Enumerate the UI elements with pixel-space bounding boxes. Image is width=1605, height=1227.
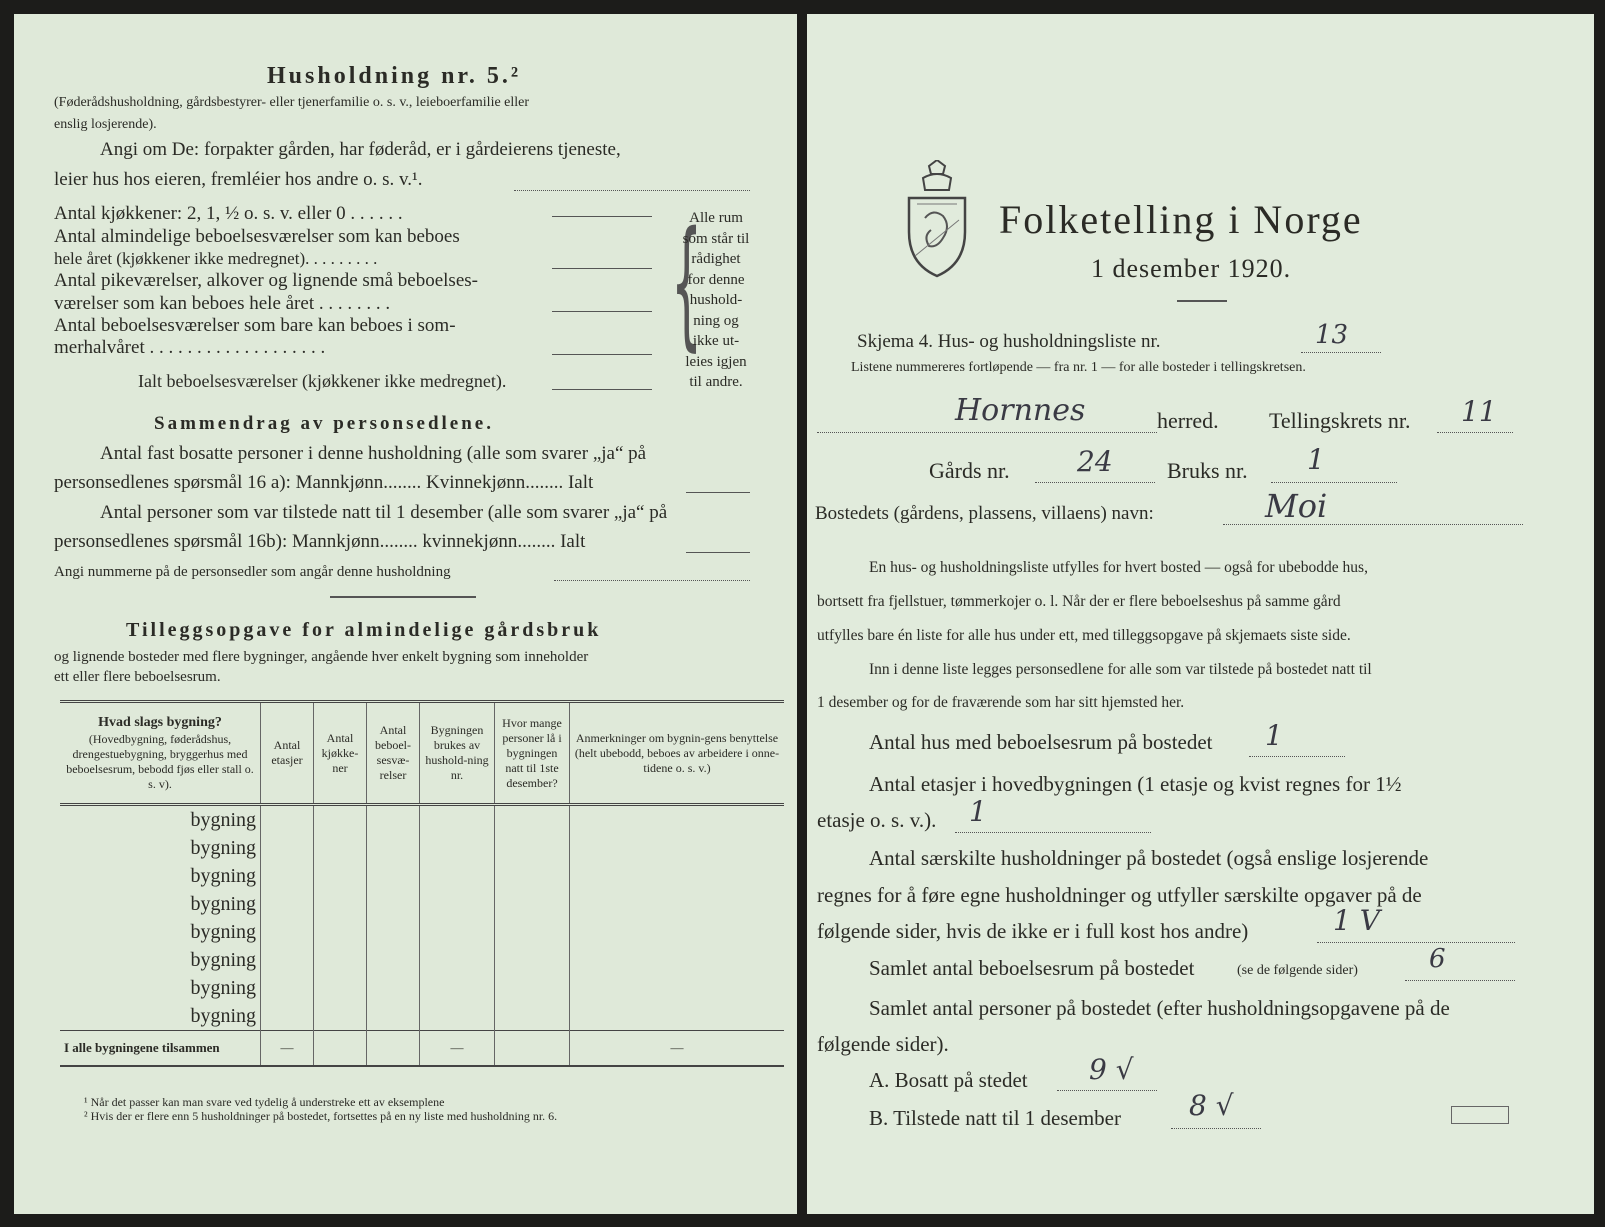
table-row xyxy=(60,918,784,946)
table-cell xyxy=(261,834,314,862)
count-summer-2: merhalvåret . . . . . . . . . . . . . . . . . . . xyxy=(54,337,326,358)
table-cell xyxy=(570,834,785,862)
side-note xyxy=(668,202,764,393)
ask-answer-line xyxy=(514,190,750,191)
building-label-cell: bygning xyxy=(60,1002,261,1031)
header-kjokkener: Antal kjøkke-ner xyxy=(314,702,367,805)
table-cell xyxy=(420,1002,495,1031)
total-cell xyxy=(495,1031,570,1067)
q-samlet-rum-line xyxy=(1405,980,1515,981)
table-cell xyxy=(314,862,367,890)
footnote-2: ² Hvis der er flere enn 5 husholdninger på bostedet, fortsettes på en ny liste med husholdning nr. 6. xyxy=(84,1109,558,1123)
total-label: I alle bygningene tilsammen xyxy=(60,1031,261,1067)
table-cell xyxy=(495,946,570,974)
table-cell xyxy=(314,890,367,918)
krets-value: 11 xyxy=(1461,395,1497,428)
count-kitchens: Antal kjøkkener: 2, 1, ½ o. s. v. eller 0 . . . . . . xyxy=(54,203,403,224)
bosted-value: Moi xyxy=(1265,487,1328,525)
a-bosatt-value: 9 √ xyxy=(1089,1053,1134,1086)
count-small-2: værelser som kan beboes hele året . . . . . . . . xyxy=(54,293,391,314)
q-hush-line xyxy=(1317,942,1515,943)
table-cell xyxy=(570,918,785,946)
gards-value: 24 xyxy=(1077,445,1113,478)
q-samlet-pers-line-2: følgende sider). xyxy=(817,1032,949,1056)
b-tilstede-value: 8 √ xyxy=(1189,1089,1234,1122)
q-hush-line-3: følgende sider, hvis de ikke er i full kost hos andre) xyxy=(817,919,1249,943)
divider xyxy=(330,596,476,598)
total-cell xyxy=(367,1031,420,1067)
q-samlet-rum-value: 6 xyxy=(1429,944,1446,974)
right-page xyxy=(807,14,1594,1214)
count-small-1: Antal pikeværelser, alkover og lignende små beboelses- xyxy=(54,270,478,291)
herred-value: Hornnes xyxy=(955,393,1086,428)
q-etasjer-line-1: Antal etasjer i hovedbygningen (1 etasje og kvist regnes for 1½ xyxy=(869,772,1402,796)
a-bosatt-label: A. Bosatt på stedet xyxy=(869,1068,1028,1092)
census-title: Folketelling i Norge xyxy=(999,197,1363,242)
instruction-4: Inn i denne liste legges personsedlene for alle som var tilstede på bostedet natt til xyxy=(869,661,1372,678)
title-divider xyxy=(1177,300,1227,302)
table-cell xyxy=(261,805,314,835)
coat-of-arms-icon xyxy=(903,160,971,278)
building-label-cell: bygning xyxy=(60,918,261,946)
bosted-label: Bostedets (gårdens, plassens, villaens) navn: xyxy=(815,503,1154,524)
side-note-line: ning og xyxy=(693,312,739,329)
summary-numbers-line xyxy=(554,580,750,581)
q-etasjer-line xyxy=(955,832,1151,833)
bruks-line xyxy=(1271,482,1397,483)
side-note-line: for denne xyxy=(687,271,745,288)
table-row xyxy=(60,890,784,918)
krets-label: Tellingskrets nr. xyxy=(1269,408,1411,433)
header-building-type-title: Hvad slags bygning? xyxy=(98,715,222,731)
side-note-line: Alle rum xyxy=(689,210,743,226)
table-cell xyxy=(314,834,367,862)
tillegg-title: Tilleggsopgave for almindelige gårdsbruk xyxy=(126,619,602,641)
summary-line-5: Angi nummerne på de personsedler som angår denne husholdning xyxy=(54,564,451,580)
side-note-line: til andre. xyxy=(689,374,743,390)
kitchens-line xyxy=(552,216,652,217)
bruks-value: 1 xyxy=(1307,443,1325,476)
table-row xyxy=(60,862,784,890)
table-cell xyxy=(261,946,314,974)
side-note-line: rådighet xyxy=(691,251,741,267)
table-row xyxy=(60,805,784,835)
table-cell xyxy=(495,974,570,1002)
herred-line xyxy=(817,432,1157,433)
table-cell xyxy=(261,1002,314,1031)
table-cell xyxy=(495,890,570,918)
a-bosatt-line xyxy=(1057,1090,1157,1091)
table-cell xyxy=(495,1002,570,1031)
listene-note: Listene nummereres fortløpende — fra nr. 1 — for alle bosteder i tellingskretsen. xyxy=(851,360,1306,375)
q-samlet-rum-note: (se de følgende sider) xyxy=(1237,963,1358,978)
summary-total-line-1 xyxy=(686,492,750,493)
footnote-1: ¹ Når det passer kan man svare ved tydelig å understreke ett av eksemplene xyxy=(84,1095,445,1109)
summary-total-line-2 xyxy=(686,552,750,553)
q-hus-label: Antal hus med beboelsesrum på bostedet xyxy=(869,730,1213,754)
table-row xyxy=(60,834,784,862)
building-label-cell: bygning xyxy=(60,805,261,835)
table-cell xyxy=(420,918,495,946)
bosted-line xyxy=(1223,524,1523,525)
header-personer: Hvor mange personer lå i bygningen natt til 1ste desember? xyxy=(495,702,570,805)
side-note-line: ikke ut- xyxy=(692,333,740,349)
skjema-value: 13 xyxy=(1315,320,1349,350)
side-note-line: som står til xyxy=(682,230,750,247)
header-building-type xyxy=(60,702,261,805)
table-cell xyxy=(420,946,495,974)
b-tilstede-line xyxy=(1171,1128,1261,1129)
instruction-1: En hus- og husholdningsliste utfylles for hvert bosted — også for ubebodde hus, xyxy=(869,559,1368,576)
building-label-cell: bygning xyxy=(60,946,261,974)
table-cell xyxy=(420,890,495,918)
total-cell: — xyxy=(420,1031,495,1067)
left-page xyxy=(14,14,797,1214)
summary-line-4: personsedlenes spørsmål 16b): Mannkjønn........ kvinnekjønn........ Ialt xyxy=(54,531,586,552)
table-row xyxy=(60,1002,784,1031)
krets-line xyxy=(1437,432,1513,433)
table-cell xyxy=(314,1002,367,1031)
ask-line-2: leier hus hos eieren, fremléier hos andre o. s. v.¹. xyxy=(54,169,423,190)
table-cell xyxy=(420,805,495,835)
tillegg-text-2: ett eller flere beboelsesrum. xyxy=(54,669,221,685)
summary-title: Sammendrag av personsedlene. xyxy=(154,413,494,434)
q-samlet-pers-line-1: Samlet antal personer på bostedet (efter husholdningsopgavene på de xyxy=(869,996,1450,1020)
table-cell xyxy=(367,1002,420,1031)
table-cell xyxy=(570,946,785,974)
rooms-line xyxy=(552,268,652,269)
table-cell xyxy=(420,834,495,862)
header-building-type-note: (Hovedbygning, føderådshus, drengestuebygning, bryggerhus med beboelsesrum, bebodd fjøs eller stall o. s. v). xyxy=(66,731,254,791)
skjema-line xyxy=(1301,352,1381,353)
table-cell xyxy=(314,918,367,946)
table-row xyxy=(60,946,784,974)
building-label-cell: bygning xyxy=(60,890,261,918)
table-cell xyxy=(570,974,785,1002)
tillegg-text-1: og lignende bosteder med flere bygninger, angående hver enkelt bygning som inneholder xyxy=(54,649,589,665)
header-etasjer: Antal etasjer xyxy=(261,702,314,805)
instruction-5: 1 desember og for de fraværende som har sitt hjemsted her. xyxy=(817,694,1185,711)
table-cell xyxy=(570,805,785,835)
building-label-cell: bygning xyxy=(60,862,261,890)
table-cell xyxy=(367,890,420,918)
table-cell xyxy=(420,974,495,1002)
herred-label: herred. xyxy=(1157,408,1219,433)
building-label-cell: bygning xyxy=(60,974,261,1002)
table-cell xyxy=(314,946,367,974)
table-cell xyxy=(367,974,420,1002)
table-cell xyxy=(367,862,420,890)
side-note-line: leies igjen xyxy=(685,353,747,370)
gards-line xyxy=(1035,482,1155,483)
table-cell xyxy=(367,805,420,835)
q-hush-value: 1 V xyxy=(1333,904,1380,937)
table-cell xyxy=(261,974,314,1002)
summary-line-1: Antal fast bosatte personer i denne husholdning (alle som svarer „ja“ på xyxy=(100,443,647,464)
table-cell xyxy=(495,834,570,862)
table-cell xyxy=(367,918,420,946)
side-note-line: hushold- xyxy=(689,292,743,308)
printer-stamp xyxy=(1451,1106,1509,1124)
header-husholdning: Bygningen brukes av hushold-ning nr. xyxy=(420,702,495,805)
table-cell xyxy=(570,890,785,918)
table-cell xyxy=(495,862,570,890)
household-title: Husholdning nr. 5.² xyxy=(267,63,522,89)
table-cell xyxy=(367,834,420,862)
total-cell: — xyxy=(261,1031,314,1067)
ask-line-1: Angi om De: forpakter gården, har føderåd, er i gårdeierens tjeneste, xyxy=(100,139,621,160)
summary-line-2: personsedlenes spørsmål 16 a): Mannkjønn........ Kvinnekjønn........ Ialt xyxy=(54,472,594,493)
table-cell xyxy=(495,805,570,835)
gards-label: Gårds nr. xyxy=(929,458,1010,483)
q-hush-line-2: regnes for å føre egne husholdninger og utfyller særskilte opgaver på de xyxy=(817,883,1422,907)
q-samlet-rum-label: Samlet antal beboelsesrum på bostedet xyxy=(869,956,1195,980)
q-hus-line xyxy=(1249,756,1345,757)
q-etasjer-line-2: etasje o. s. v.). xyxy=(817,808,937,832)
total-cell xyxy=(314,1031,367,1067)
instruction-2: bortsett fra fjellstuer, tømmerkojer o. l. Når der er flere beboelseshus på samme gård xyxy=(817,593,1341,610)
table-cell xyxy=(420,862,495,890)
instruction-3: utfylles bare én liste for alle hus under ett, med tilleggsopgave på skjemaets siste side. xyxy=(817,627,1351,644)
count-total: Ialt beboelsesværelser (kjøkkener ikke medregnet). xyxy=(138,371,507,391)
table-cell xyxy=(570,1002,785,1031)
census-date: 1 desember 1920. xyxy=(1091,254,1292,283)
bruks-label: Bruks nr. xyxy=(1167,458,1248,483)
total-cell: — xyxy=(570,1031,785,1067)
header-vaerelser: Antal beboel-sesvæ-relser xyxy=(367,702,420,805)
table-cell xyxy=(261,918,314,946)
table-cell xyxy=(261,862,314,890)
q-etasjer-value: 1 xyxy=(969,795,987,828)
table-cell xyxy=(570,862,785,890)
table-cell xyxy=(367,946,420,974)
small-line xyxy=(552,311,652,312)
b-tilstede-label: B. Tilstede natt til 1 desember xyxy=(869,1106,1121,1130)
brace: { xyxy=(670,202,703,365)
skjema-label: Skjema 4. Hus- og husholdningsliste nr. xyxy=(857,331,1161,352)
count-rooms-2: hele året (kjøkkener ikke medregnet). . . . . . . . . xyxy=(54,249,378,268)
summer-line xyxy=(552,354,652,355)
table-cell xyxy=(314,805,367,835)
count-summer-1: Antal beboelsesværelser som bare kan beboes i som- xyxy=(54,315,456,336)
count-rooms-1: Antal almindelige beboelsesværelser som kan beboes xyxy=(54,226,460,247)
q-hush-line-1: Antal særskilte husholdninger på bostedet (også enslige losjerende xyxy=(869,846,1429,870)
building-table xyxy=(60,700,784,1067)
q-hus-value: 1 xyxy=(1265,719,1283,752)
table-cell xyxy=(261,890,314,918)
intro-line-1: (Føderådshusholdning, gårdsbestyrer- eller tjenerfamilie o. s. v., leieboerfamilie eller xyxy=(54,95,530,110)
summary-line-3: Antal personer som var tilstede natt til 1 desember (alle som svarer „ja“ på xyxy=(100,502,668,523)
table-cell xyxy=(314,974,367,1002)
building-label-cell: bygning xyxy=(60,834,261,862)
header-anmerkninger: Anmerkninger om bygnin-gens benyttelse (helt ubebodd, beboes av arbeidere i onne-tidene o. s. v.) xyxy=(570,702,785,805)
table-row xyxy=(60,974,784,1002)
total-line xyxy=(552,389,652,390)
intro-line-2: enslig losjerende). xyxy=(54,117,157,132)
table-cell xyxy=(495,918,570,946)
